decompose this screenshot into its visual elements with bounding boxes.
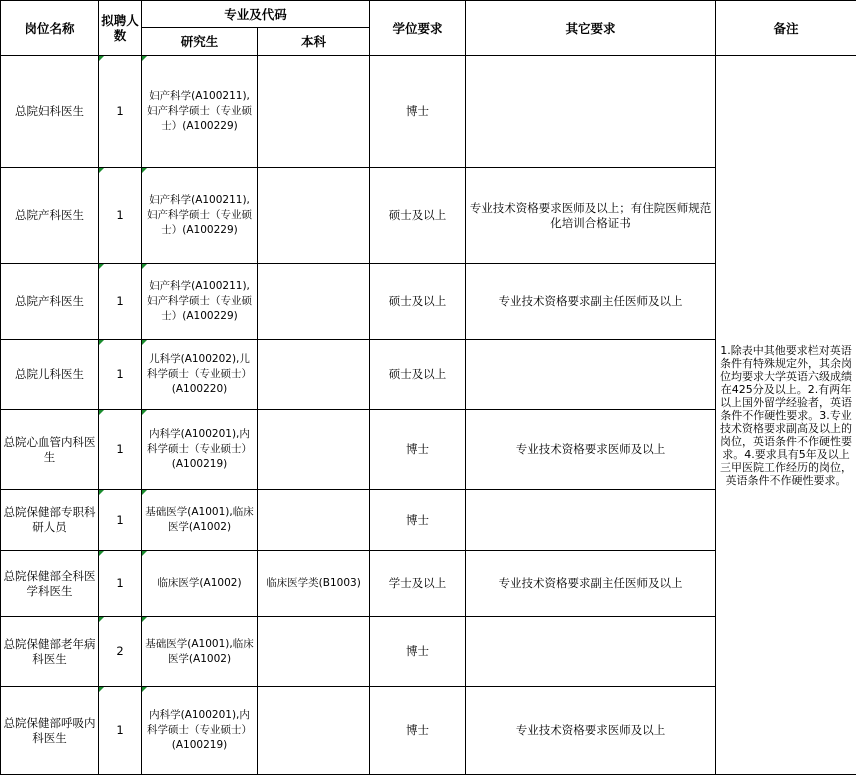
degree-cell: 博士 [370, 410, 466, 490]
other-cell: 专业技术资格要求医师及以上 [466, 410, 716, 490]
count-cell: 1 [99, 490, 142, 551]
undergrad-cell: 临床医学类(B1003) [258, 551, 370, 617]
undergrad-cell [258, 340, 370, 410]
position-cell: 总院保健部专职科研人员 [1, 490, 99, 551]
graduate-cell: 妇产科学(A100211),妇产科学硕士（专业硕士）(A100229) [142, 56, 258, 168]
header-undergrad: 本科 [258, 28, 370, 56]
other-cell [466, 56, 716, 168]
other-cell [466, 617, 716, 687]
other-cell: 专业技术资格要求副主任医师及以上 [466, 551, 716, 617]
header-graduate: 研究生 [142, 28, 258, 56]
undergrad-cell [258, 410, 370, 490]
position-cell: 总院妇科医生 [1, 56, 99, 168]
undergrad-cell [258, 168, 370, 264]
position-cell: 总院产科医生 [1, 168, 99, 264]
count-cell: 1 [99, 687, 142, 775]
count-cell: 1 [99, 410, 142, 490]
position-cell: 总院产科医生 [1, 264, 99, 340]
count-cell: 1 [99, 168, 142, 264]
graduate-cell: 基础医学(A1001),临床医学(A1002) [142, 490, 258, 551]
degree-cell: 学士及以上 [370, 551, 466, 617]
degree-cell: 博士 [370, 617, 466, 687]
position-cell: 总院保健部老年病科医生 [1, 617, 99, 687]
undergrad-cell [258, 264, 370, 340]
count-cell: 1 [99, 56, 142, 168]
position-cell: 总院心血管内科医生 [1, 410, 99, 490]
graduate-cell: 内科学(A100201),内科学硕士（专业硕士）(A100219) [142, 687, 258, 775]
graduate-cell: 内科学(A100201),内科学硕士（专业硕士）(A100219) [142, 410, 258, 490]
degree-cell: 博士 [370, 687, 466, 775]
graduate-cell: 妇产科学(A100211),妇产科学硕士（专业硕士）(A100229) [142, 264, 258, 340]
position-cell: 总院保健部全科医学科医生 [1, 551, 99, 617]
count-cell: 2 [99, 617, 142, 687]
header-remarks: 备注 [716, 1, 856, 56]
undergrad-cell [258, 617, 370, 687]
count-cell: 1 [99, 340, 142, 410]
degree-cell: 硕士及以上 [370, 264, 466, 340]
other-cell [466, 490, 716, 551]
other-cell: 专业技术资格要求副主任医师及以上 [466, 264, 716, 340]
other-cell: 专业技术资格要求医师及以上 [466, 687, 716, 775]
graduate-cell: 妇产科学(A100211),妇产科学硕士（专业硕士）(A100229) [142, 168, 258, 264]
degree-cell: 硕士及以上 [370, 168, 466, 264]
header-other: 其它要求 [466, 1, 716, 56]
header-count: 拟聘人数 [99, 1, 142, 56]
undergrad-cell [258, 56, 370, 168]
table-row [1, 56, 856, 168]
degree-cell: 博士 [370, 490, 466, 551]
degree-cell: 博士 [370, 56, 466, 168]
header-position: 岗位名称 [1, 1, 99, 56]
position-cell: 总院儿科医生 [1, 340, 99, 410]
header-major: 专业及代码 [142, 1, 370, 28]
count-cell: 1 [99, 551, 142, 617]
header-degree: 学位要求 [370, 1, 466, 56]
count-cell: 1 [99, 264, 142, 340]
undergrad-cell [258, 490, 370, 551]
position-cell: 总院保健部呼吸内科医生 [1, 687, 99, 775]
undergrad-cell [258, 687, 370, 775]
graduate-cell: 儿科学(A100202),儿科学硕士（专业硕士）(A100220) [142, 340, 258, 410]
other-cell [466, 340, 716, 410]
graduate-cell: 临床医学(A1002) [142, 551, 258, 617]
remarks-cell: 1.除表中其他要求栏对英语条件有特殊规定外，其余岗位均要求大学英语六级成绩在425分及以上。2.有两年以上国外留学经验者，英语条件不作硬性要求。3.专业技术资格要求副高及以上的岗位，英语条件不作硬性要求。4.要求具有5年及以上三甲医院工作经历的岗位，英语条件不作硬性要求。 [716, 56, 856, 775]
other-cell: 专业技术资格要求医师及以上；有住院医师规范化培训合格证书 [466, 168, 716, 264]
degree-cell: 硕士及以上 [370, 340, 466, 410]
graduate-cell: 基础医学(A1001),临床医学(A1002) [142, 617, 258, 687]
